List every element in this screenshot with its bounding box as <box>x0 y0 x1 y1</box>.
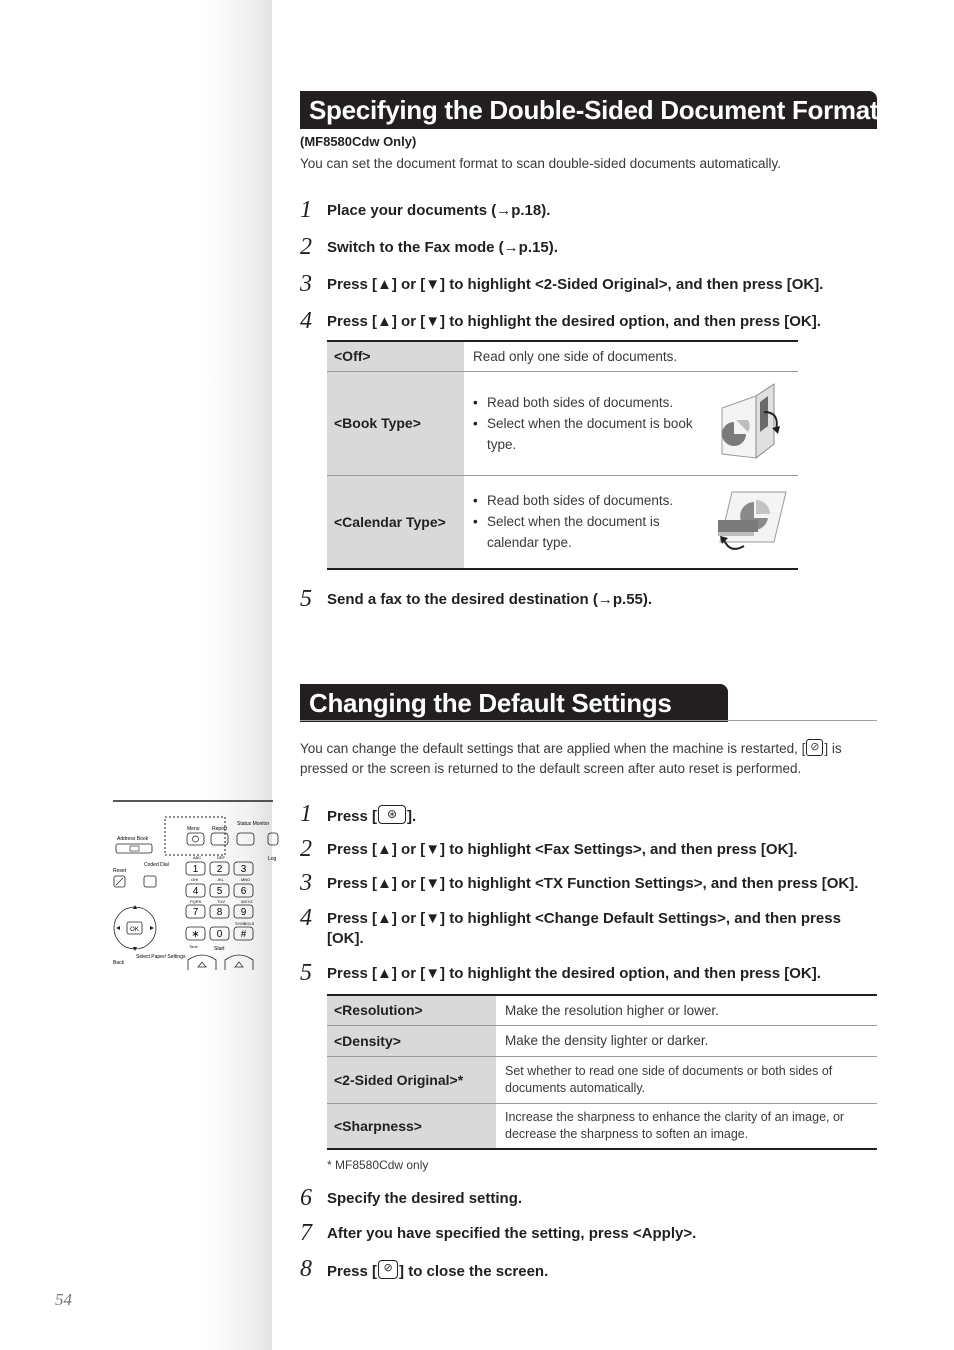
step-number: 3 <box>300 271 312 297</box>
option-name: <2-Sided Original>* <box>327 1056 496 1103</box>
panel-status-monitor-button <box>237 833 254 845</box>
reset-key-icon: ⊘ <box>378 1260 398 1279</box>
option-name: <Density> <box>327 1025 496 1056</box>
step-text: Press [▲] or [▼] to highlight <TX Function Settings>, and then press [OK]. <box>327 875 859 892</box>
panel-sub-mno: MNO <box>241 877 251 882</box>
option-name: <Book Type> <box>327 371 464 475</box>
step-text: Press [▲] or [▼] to highlight <Change Default Settings>, and then press [OK]. <box>327 910 841 947</box>
step-number: 4 <box>300 905 312 931</box>
panel-sub-tuv: TUV <box>217 899 225 904</box>
option-name: <Resolution> <box>327 995 496 1025</box>
bullet-list <box>473 392 693 455</box>
table-row <box>327 1056 877 1103</box>
panel-sub-pqrs: PQRS <box>190 899 202 904</box>
panel-key-8: 8 <box>216 907 223 918</box>
sidebar-shade <box>0 0 272 1350</box>
intro-text-part2: ] is pressed or the screen is returned to the default screen after auto reset is performed. <box>300 741 842 776</box>
list-item: • Select when the document is calendar type. <box>473 511 693 553</box>
panel-ok-label: OK <box>130 927 139 933</box>
option-desc: Increase the sharpness to enhance the clarity of an image, or decrease the sharpness to soften an image. <box>496 1103 877 1149</box>
calendar-type-icon <box>714 488 790 556</box>
panel-key-7: 7 <box>192 907 199 918</box>
panel-key-6: 6 <box>240 886 247 897</box>
panel-key-star: ∗ <box>191 929 200 940</box>
step-text: Press [▲] or [▼] to highlight <Fax Settings>, and then press [OK]. <box>327 841 798 858</box>
panel-sub-jkl: JKL <box>217 877 224 882</box>
panel-key-2: 2 <box>216 864 223 875</box>
panel-label-report: Report <box>212 826 228 832</box>
step-text: Press [▲] or [▼] to highlight <2-Sided Original>, and then press [OK]. <box>327 276 824 293</box>
option-name: <Sharpness> <box>327 1103 496 1149</box>
panel-key-4: 4 <box>192 886 199 897</box>
step-number: 5 <box>300 960 312 986</box>
step-text-prefix: Press [ <box>327 808 378 825</box>
panel-key-0: 0 <box>216 929 223 940</box>
step-text-suffix: ]. <box>407 808 417 825</box>
table-row <box>327 1103 877 1149</box>
list-item: • Read both sides of documents. <box>473 490 693 511</box>
option-name: <Off> <box>327 341 464 371</box>
option-desc: Set whether to read one side of documents or both sides of documents automatically. <box>496 1056 877 1103</box>
book-type-icon <box>716 382 786 464</box>
step-number: 4 <box>300 308 312 334</box>
panel-label-start: Start <box>214 946 225 952</box>
step-text <box>327 1260 877 1282</box>
step-number: 1 <box>300 197 312 223</box>
intro-text-part1: You can change the default settings that are applied when the machine is restarted, [ <box>300 741 806 756</box>
option-desc: Make the density lighter or darker. <box>496 1025 877 1056</box>
step-number: 6 <box>300 1185 312 1211</box>
step-text: Specify the desired setting. <box>327 1190 523 1207</box>
double-sided-options-table <box>327 340 798 570</box>
panel-key-9: 9 <box>240 907 247 918</box>
panel-menu-button <box>187 833 204 845</box>
default-settings-options-table <box>327 994 877 1150</box>
step-text-suffix: ] to close the screen. <box>399 1263 549 1280</box>
panel-address-book-button <box>116 844 152 853</box>
panel-label-select-paper: Select Paper/ Settings <box>136 954 186 960</box>
panel-key-3: 3 <box>240 864 247 875</box>
step-text <box>327 805 877 827</box>
step-number: 2 <box>300 234 312 260</box>
list-item: • Read both sides of documents. <box>473 392 693 413</box>
section-title-default-settings: Changing the Default Settings <box>300 684 728 722</box>
page-number: 54 <box>55 1290 72 1309</box>
step-text: Place your documents (→p.18). <box>327 202 551 219</box>
panel-key-1: 1 <box>192 864 199 875</box>
panel-label-address-book: Address Book <box>117 836 149 842</box>
section2-intro <box>300 739 877 778</box>
table-row <box>327 475 798 569</box>
step-text-prefix: Press [ <box>327 1263 378 1280</box>
panel-sub-ghi: GHI <box>191 877 199 882</box>
option-desc <box>464 475 798 569</box>
step-number: 2 <box>300 836 312 862</box>
step-number: 8 <box>300 1256 312 1282</box>
step-text: Send a fax to the desired destination (→p.55). <box>327 591 653 608</box>
panel-label-coded-dial: Coded Dial <box>144 862 169 868</box>
option-name: <Calendar Type> <box>327 475 464 569</box>
section-title-double-sided: Specifying the Double-Sided Document Format <box>300 91 877 129</box>
step-number: 7 <box>300 1220 312 1246</box>
panel-label-status-monitor: Status Monitor <box>237 821 270 827</box>
list-item: • Select when the document is book type. <box>473 413 693 455</box>
table-row <box>327 341 798 371</box>
panel-label-reset: Reset <box>113 868 127 874</box>
panel-sub-symbols: SYMBOLS <box>235 921 255 926</box>
step-number: 5 <box>300 586 312 612</box>
table-row <box>327 1025 877 1056</box>
step-text: Press [▲] or [▼] to highlight the desired option, and then press [OK]. <box>327 965 821 982</box>
table-row <box>327 371 798 475</box>
section-divider <box>300 720 877 721</box>
step-number: 1 <box>300 801 312 827</box>
option-desc <box>464 371 798 475</box>
panel-label-tone: Tone <box>189 944 198 949</box>
panel-dpad <box>114 905 156 951</box>
bullet-list <box>473 490 693 553</box>
step-text: Switch to the Fax mode (→p.15). <box>327 239 558 256</box>
step-text: Press [▲] or [▼] to highlight the desired option, and then press [OK]. <box>327 313 821 330</box>
model-note: (MF8580Cdw Only) <box>300 134 417 149</box>
option-desc: Make the resolution higher or lower. <box>496 995 877 1025</box>
menu-key-icon: ⊛ <box>378 805 406 824</box>
panel-sub-abc: ABC <box>193 855 202 860</box>
panel-label-log: Log <box>268 856 277 862</box>
footnote: * MF8580Cdw only <box>327 1158 429 1172</box>
panel-coded-dial-button <box>144 876 156 887</box>
operation-panel-illustration <box>113 800 277 970</box>
reset-key-icon: ⊘ <box>806 739 823 756</box>
step-number: 3 <box>300 870 312 896</box>
panel-sub-wxyz: WXYZ <box>241 899 253 904</box>
section1-intro: You can set the document format to scan double-sided documents automatically. <box>300 156 782 171</box>
option-desc: Read only one side of documents. <box>464 341 798 371</box>
panel-label-back: Back <box>113 960 125 966</box>
table-row <box>327 995 877 1025</box>
panel-key-hash: # <box>240 929 247 940</box>
panel-key-5: 5 <box>216 886 223 897</box>
operation-panel-svg <box>113 800 277 970</box>
panel-label-menu: Menu <box>187 826 200 832</box>
panel-sub-def: DEF <box>217 855 225 860</box>
step-text: After you have specified the setting, press <Apply>. <box>327 1225 697 1242</box>
